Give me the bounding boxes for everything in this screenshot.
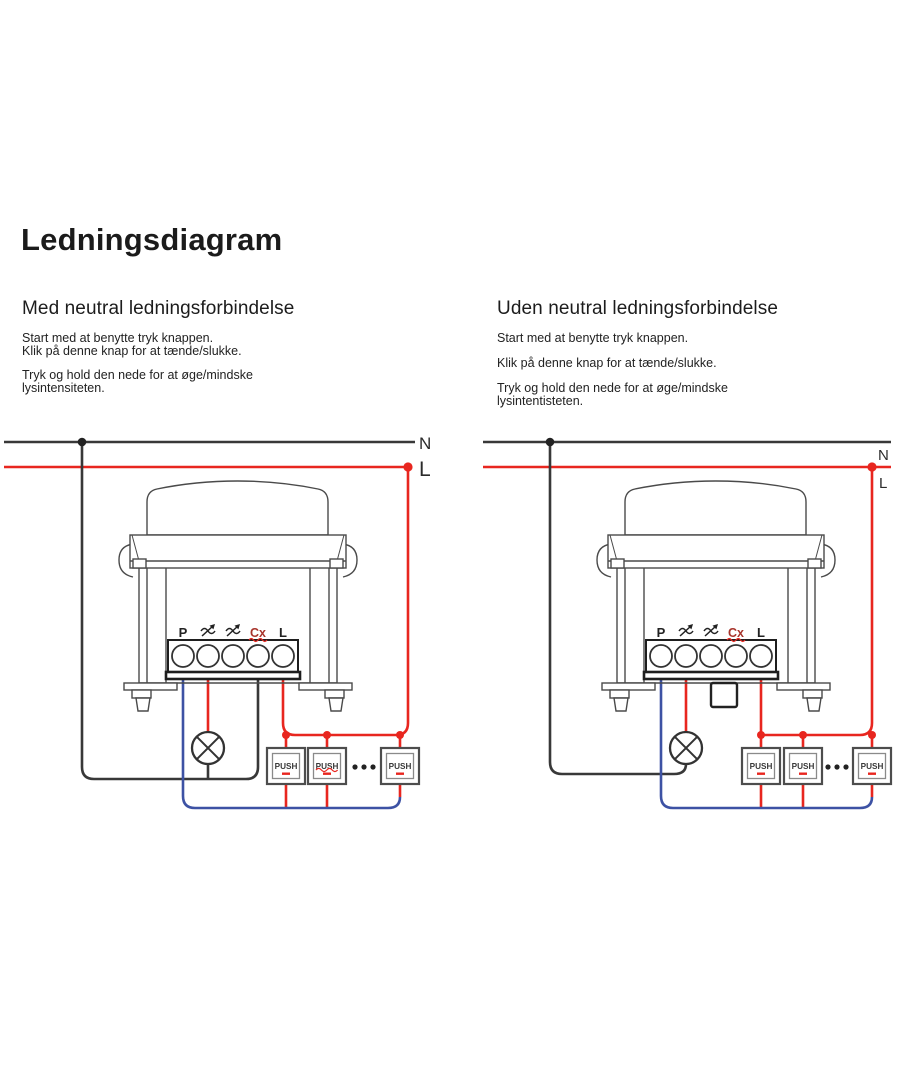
device-center-tab (711, 683, 737, 707)
button-top-stubs (286, 735, 400, 748)
neutral-label: N (878, 447, 889, 464)
junction-dot (757, 731, 765, 739)
push-button-led (757, 773, 765, 775)
live-label: L (879, 475, 888, 492)
junction-dot (323, 731, 331, 739)
section-heading-with-neutral: Med neutral ledningsforbindelse (22, 298, 295, 319)
diagram-without-neutral (483, 438, 891, 808)
terminal-label-cx: Cx (250, 626, 266, 640)
push-button-led (396, 773, 404, 775)
instruction-line: Start med at benytte tryk knappen. (22, 331, 214, 345)
terminal-label-l: L (757, 625, 765, 640)
junction-dot (403, 462, 412, 471)
junction-dot (867, 462, 876, 471)
junction-dot (78, 438, 87, 447)
junction-dot (868, 731, 876, 739)
junction-dot (396, 731, 404, 739)
junction-dot (546, 438, 555, 447)
push-button-label: PUSH (315, 762, 339, 771)
push-button-led (323, 773, 331, 775)
instruction-line: lysintentisteten. (497, 394, 584, 408)
diagram-with-neutral (4, 434, 431, 808)
button-bottom-stubs (286, 784, 400, 808)
button-top-stubs (803, 735, 872, 748)
terminal-label-p: P (178, 625, 188, 640)
button-bottom-stubs (761, 784, 872, 808)
instruction-line: Klik på denne knap for at tænde/slukke. (22, 344, 242, 358)
ellipsis-dots (825, 764, 848, 769)
terminal-label-cx: Cx (728, 626, 744, 640)
ellipsis-dots (352, 764, 375, 769)
instruction-line: Tryk og hold den nede for at øge/mindske (22, 368, 253, 382)
section-heading-without-neutral: Uden neutral ledningsforbindelse (497, 298, 779, 319)
push-button-led (868, 773, 876, 775)
neutral-label: N (419, 434, 432, 453)
push-button-led (799, 773, 807, 775)
terminal-label-p: P (656, 625, 666, 640)
junction-dot (282, 731, 290, 739)
wiring-diagram (0, 420, 910, 840)
instruction-line: Klik på denne knap for at tænde/slukke. (497, 356, 717, 370)
push-button-led (282, 773, 290, 775)
push-button-label: PUSH (860, 762, 884, 771)
instruction-line: Start med at benytte tryk knappen. (497, 331, 689, 345)
lamp-icon (670, 732, 702, 764)
page-title: Ledningsdiagram (21, 222, 283, 257)
push-button-label: PUSH (274, 762, 298, 771)
push-button-label: PUSH (388, 762, 412, 771)
push-button-label: PUSH (791, 762, 815, 771)
live-label: L (419, 458, 431, 481)
terminal-label-l: L (279, 625, 287, 640)
instruction-line: lysintensiteten. (22, 381, 105, 395)
instruction-line: Tryk og hold den nede for at øge/mindske (497, 381, 728, 395)
junction-dot (799, 731, 807, 739)
push-button-label: PUSH (749, 762, 773, 771)
lamp-icon (192, 732, 224, 764)
